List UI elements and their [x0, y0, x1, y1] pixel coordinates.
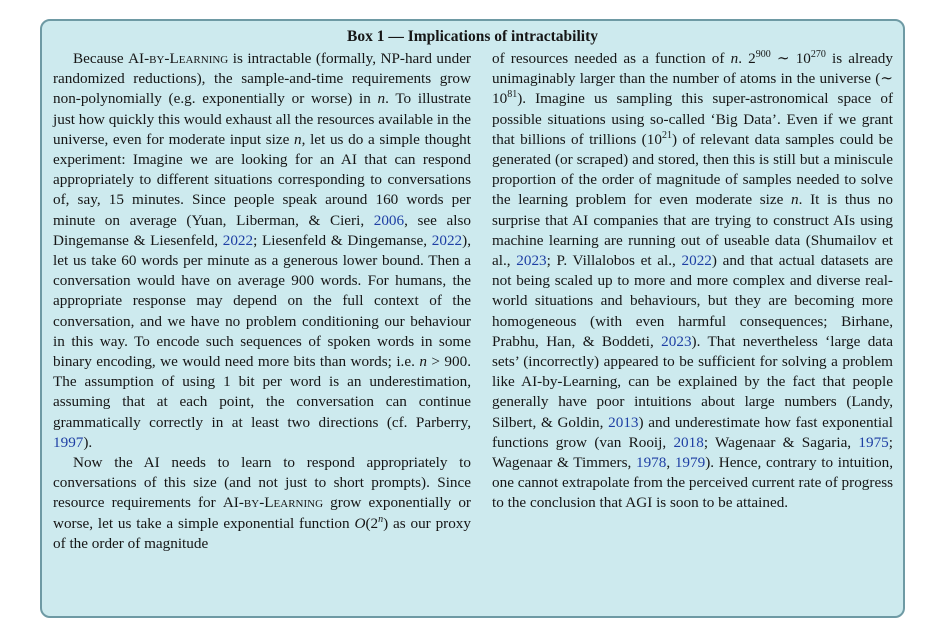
text-run: Because — [73, 50, 129, 67]
citation-link[interactable]: 2022 — [222, 231, 254, 249]
math-variable: n — [419, 353, 427, 371]
math-exponent: 900 — [755, 48, 771, 60]
text-run: ), let us take 60 words per minute as a generous lower bound. Then a conversation would have on average 900 words. For humans, the appropriate response may depend on the full context of the conversation, and we have no problem conditioning our behaviour in this way. To encode such sequences of spoken words in some binary encoding, we would need more bits than words; i.e. — [53, 231, 471, 371]
text-run: ) and that actual datasets are not being scaled up to more and more complex and diverse real-world situations and behaviours, but they are becoming more homogeneous (with even harmful consequences; Birhane, Prabhu, Han, & Boddeti, — [492, 252, 894, 350]
text-run: ; Wagenaar & Timmers, — [492, 433, 893, 472]
text-run: ; P. Villalobos et al., — [546, 252, 682, 270]
citation-link[interactable]: 2022 — [431, 231, 463, 249]
box-1-panel — [40, 19, 905, 618]
text-run: ; Wagenaar & Sagaria, — [703, 433, 859, 451]
citation-link[interactable]: 2018 — [673, 433, 704, 451]
text-run: ) and underestimate how fast exponential functions grow (van Rooij, — [492, 413, 894, 451]
text-run: . To illustrate just how quickly this would exhaust all the resources available in the universe, even for moderate input size — [53, 90, 471, 148]
text-run: of resources needed as a function of — [492, 50, 731, 67]
left-column — [53, 49, 471, 554]
term-ai-by-learning: AI-by-Learning — [128, 50, 229, 67]
citation-link[interactable]: 2013 — [608, 413, 639, 431]
text-run: , let us do a simple thought experiment: Imagine we are looking for an AI that can respond appropriately to different situations corresponding to conversations of, say, 15 minutes. Since people speak around 160 words per minute on average (Yuan, Liberman, & Cieri, — [53, 130, 471, 229]
text-run: , see also Dingemanse & Liesenfeld, — [53, 211, 471, 249]
text-run: is intractable (formally, NP-hard under randomized reductions), the sample-and-time requirements grow non-polynomially (e.g. exponentially or worse) in — [53, 50, 471, 108]
citation-link[interactable]: 1978 — [635, 454, 667, 472]
text-run: . 2 — [738, 50, 756, 67]
math-exponent: 270 — [810, 48, 826, 60]
citation-link[interactable]: 2006 — [373, 211, 405, 229]
paragraph-1 — [53, 49, 471, 453]
text-run: ). Hence, contrary to intuition, one cannot extrapolate from the perceived current rate of progress to the conclusion that AGI is soon to be attained. — [492, 454, 894, 512]
text-run: > 900. The assumption of using 1 bit per word is an underestimation, assuming that at each point, the conversation can continue grammatically correctly in at least two directions (cf. Parberry, — [53, 353, 471, 431]
term-ai-by-learning: AI-by-Learning — [222, 494, 324, 512]
text-run: ∼ 10 — [770, 50, 811, 67]
right-column — [492, 49, 893, 514]
citation-link[interactable]: 2023 — [516, 252, 547, 270]
math-variable: n — [791, 191, 799, 209]
math-variable: n — [730, 50, 739, 67]
math-exponent: n — [378, 513, 384, 525]
text-run: , — [666, 454, 675, 472]
text-run: Now the AI needs to learn to respond appropriately to conversations of this size (and not just to short prompts). Since resource requirements for — [53, 454, 471, 512]
text-run: ). Imagine us sampling this super-astronomical space of possible situations using so-called ‘Big Data’. Even if we grant that billions of trillions (10 — [492, 90, 893, 148]
citation-link[interactable]: 1975 — [858, 433, 889, 451]
math-exponent: 21 — [661, 129, 672, 141]
citation-link[interactable]: 2022 — [681, 252, 712, 270]
text-run: ). — [83, 433, 93, 451]
math-variable: n — [377, 90, 386, 108]
citation-link[interactable]: 1997 — [53, 433, 84, 451]
text-run: (2 — [365, 514, 379, 532]
text-run: . It is thus no surprise that AI companies that are trying to construct AIs using machine learning are running out of useable data (Shumailov et al., — [492, 191, 893, 270]
citation-link[interactable]: 1979 — [674, 454, 706, 472]
math-variable: n — [294, 130, 302, 148]
text-run: ) of relevant data samples could be generated (or scraped) and stored, then this is still but a miniscule proportion of the order of magnitude of samples needed to solve the learning problem for even moderate size — [492, 130, 894, 209]
text-run: ; Liesenfeld & Dingemanse, — [253, 231, 432, 249]
text-run: is already unimaginably larger than the number of atoms in the universe (∼ 10 — [492, 50, 893, 108]
math-exponent: 81 — [507, 89, 518, 101]
box-title: Box 1 — Implications of intractability — [346, 28, 598, 45]
text-run: grow exponentially or worse, let us take a simple exponential function — [53, 494, 471, 532]
text-run: ). That nevertheless ‘large data sets’ (incorrectly) appeared to be sufficient for solving a problem like AI-by-Learning, can be explained by the fact that people generally have poor intuitions about large numbers (Landy, Silbert, & Goldin, — [492, 332, 893, 431]
paragraph-3 — [492, 49, 893, 514]
paragraph-2 — [53, 453, 471, 554]
math-variable: O — [354, 514, 366, 532]
citation-link[interactable]: 2023 — [661, 332, 692, 350]
text-run: ) as our proxy of the order of magnitude — [53, 514, 471, 552]
